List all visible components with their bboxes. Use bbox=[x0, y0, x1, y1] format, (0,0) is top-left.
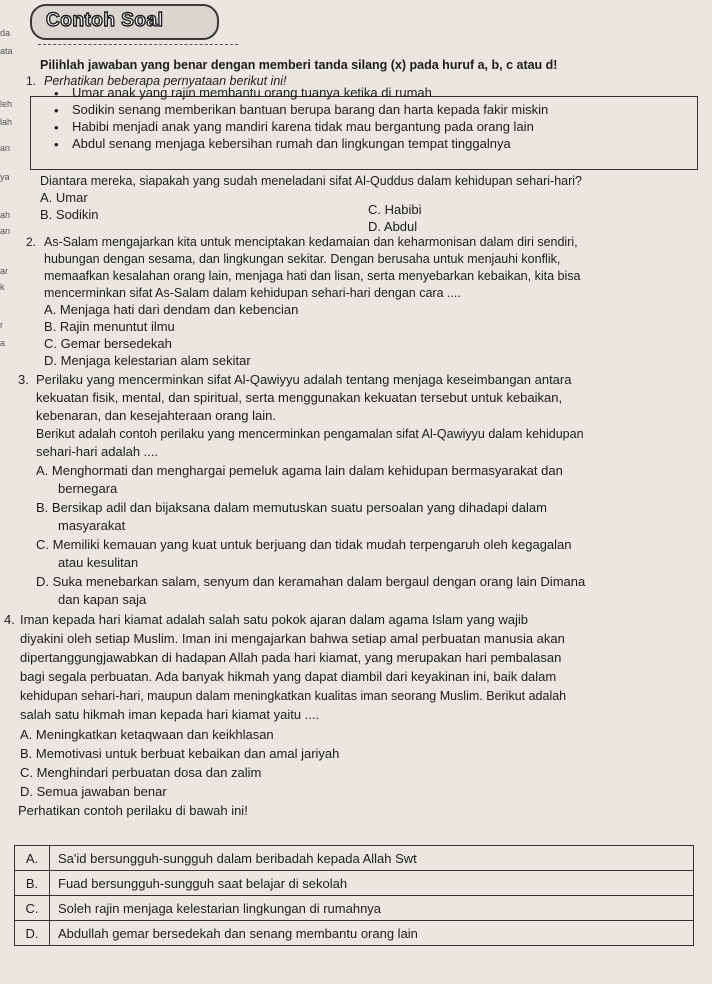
q2-line: As-Salam mengajarkan kita untuk menciptakan kedamaian dan keharmonisan dalam diri sendiri, bbox=[44, 235, 578, 249]
q1-statement: Sodikin senang memberikan bantuan berupa barang dan harta kepada fakir miskin bbox=[72, 102, 549, 117]
q3-option-a[interactable]: A. Menghormati dan menghargai pemeluk agama lain dalam kehidupan bermasyarakat dan bbox=[36, 463, 563, 478]
bullet-icon: • bbox=[54, 86, 59, 101]
bullet-icon: • bbox=[54, 120, 59, 135]
table-row[interactable] bbox=[15, 871, 694, 896]
instruction: Pilihlah jawaban yang benar dengan memberi tanda silang (x) pada huruf a, b, c atau d! bbox=[40, 58, 558, 72]
q5-row-letter: B. bbox=[15, 871, 50, 896]
divider bbox=[38, 44, 238, 45]
bullet-icon: • bbox=[54, 137, 59, 152]
q4-option-a[interactable]: A. Meningkatkan ketaqwaan dan keikhlasan bbox=[20, 727, 274, 742]
banner-title: Contoh Soal bbox=[46, 10, 164, 31]
q1-option-c[interactable]: C. Habibi bbox=[368, 202, 422, 217]
q4-option-d[interactable]: D. Semua jawaban benar bbox=[20, 784, 167, 799]
q2-option-d[interactable]: D. Menjaga kelestarian alam sekitar bbox=[44, 353, 251, 368]
q2-line: memaafkan kesalahan orang lain, menjaga hati dan lisan, serta menyebarkan kebaikan, kita bisa bbox=[44, 269, 581, 283]
margin-fragment: ata bbox=[0, 46, 13, 56]
margin-fragment: ah bbox=[0, 210, 11, 220]
bullet-icon: • bbox=[54, 103, 59, 118]
q4-line: dipertanggungjawabkan di hadapan Allah pada hari kiamat, yang merupakan hari pembalasan bbox=[20, 650, 562, 665]
q2-number: 2. bbox=[26, 235, 37, 249]
margin-fragment: lah bbox=[0, 117, 13, 127]
q3-option-d[interactable]: D. Suka menebarkan salam, senyum dan keramahan dalam bergaul dengan orang lain Dimana bbox=[36, 574, 586, 589]
q3-option-d-cont: dan kapan saja bbox=[58, 592, 147, 607]
q4-number: 4. bbox=[4, 612, 15, 627]
margin-fragment: ya bbox=[0, 172, 10, 182]
q5-row-letter: A. bbox=[15, 846, 50, 871]
margin-fragment: an bbox=[0, 226, 11, 236]
q4-line: bagi segala perbuatan. Ada banyak hikmah yang dapat diambil dari keyakinan ini, baik dalam bbox=[20, 669, 557, 684]
table-row[interactable] bbox=[15, 896, 694, 921]
q3-number: 3. bbox=[18, 372, 29, 387]
q1-question: Diantara mereka, siapakah yang sudah meneladani sifat Al-Quddus dalam kehidupan sehari-hari? bbox=[40, 174, 582, 188]
margin-fragment: a bbox=[0, 338, 6, 348]
q4-option-c[interactable]: C. Menghindari perbuatan dosa dan zalim bbox=[20, 765, 262, 780]
q2-option-c[interactable]: C. Gemar bersedekah bbox=[44, 336, 172, 351]
q4-line: diyakini oleh setiap Muslim. Iman ini mengajarkan bahwa setiap amal perbuatan manusia akan bbox=[20, 631, 565, 646]
table-row[interactable] bbox=[15, 921, 694, 946]
q1-option-b[interactable]: B. Sodikin bbox=[40, 207, 99, 222]
q5-row-letter: C. bbox=[15, 896, 50, 921]
margin-fragment: an bbox=[0, 143, 11, 153]
margin-fragment: da bbox=[0, 28, 11, 38]
q5-row-text: Abdullah gemar bersedekah dan senang membantu orang lain bbox=[50, 921, 694, 946]
q3-option-c-cont: atau kesulitan bbox=[58, 555, 139, 570]
margin-fragment: r bbox=[0, 320, 3, 330]
q1-statement: Abdul senang menjaga kebersihan rumah dan lingkungan tempat tinggalnya bbox=[72, 136, 511, 151]
q1-number: 1. bbox=[26, 74, 37, 88]
margin-fragment: leh bbox=[0, 99, 13, 109]
q3-line: kekuatan fisik, mental, dan spiritual, serta menggunakan kekuatan tersebut untuk kebaikan, bbox=[36, 390, 563, 405]
q3-option-c[interactable]: C. Memiliki kemauan yang kuat untuk berjuang dan tidak mudah terpengaruh oleh kegagalan bbox=[36, 537, 572, 552]
q1-intro: Perhatikan beberapa pernyataan berikut ini! bbox=[44, 74, 287, 88]
q1-statement: Umar anak yang rajin membantu orang tuanya ketika di rumah bbox=[72, 85, 432, 100]
q1-option-a[interactable]: A. Umar bbox=[40, 190, 88, 205]
q3-line: Berikut adalah contoh perilaku yang mencerminkan pengamalan sifat Al-Qawiyyu dalam kehidupan bbox=[36, 427, 584, 441]
q5-intro: Perhatikan contoh perilaku di bawah ini! bbox=[18, 803, 248, 818]
q4-option-b[interactable]: B. Memotivasi untuk berbuat kebaikan dan amal jariyah bbox=[20, 746, 340, 761]
q3-option-b-cont: masyarakat bbox=[58, 518, 126, 533]
q3-line: kebenaran, dan kesejahteraan orang lain. bbox=[36, 408, 276, 423]
q4-line: salah satu hikmah iman kepada hari kiamat yaitu .... bbox=[20, 707, 320, 722]
title-banner bbox=[30, 4, 219, 40]
q3-option-b[interactable]: B. Bersikap adil dan bijaksana dalam memutuskan suatu persoalan yang dihadapi dalam bbox=[36, 500, 547, 515]
q2-line: hubungan dengan sesama, dan lingkungan sekitar. Dengan berusaha untuk menjauhi konflik, bbox=[44, 252, 561, 266]
q2-option-a[interactable]: A. Menjaga hati dari dendam dan kebencian bbox=[44, 302, 299, 317]
q5-row-text: Fuad bersungguh-sungguh saat belajar di sekolah bbox=[50, 871, 694, 896]
q5-row-text: Soleh rajin menjaga kelestarian lingkungan di rumahnya bbox=[50, 896, 694, 921]
q5-row-text: Sa'id bersungguh-sungguh dalam beribadah kepada Allah Swt bbox=[50, 846, 694, 871]
q3-line: Perilaku yang mencerminkan sifat Al-Qawiyyu adalah tentang menjaga keseimbangan antara bbox=[36, 372, 572, 387]
q5-choices-table bbox=[14, 845, 694, 946]
q1-statement: Habibi menjadi anak yang mandiri karena tidak mau bergantung pada orang lain bbox=[72, 119, 534, 134]
q3-line: sehari-hari adalah .... bbox=[36, 444, 159, 459]
margin-fragment: k bbox=[0, 282, 5, 292]
q2-line: mencerminkan sifat As-Salam dalam kehidupan sehari-hari dengan cara .... bbox=[44, 286, 461, 300]
q1-option-d[interactable]: D. Abdul bbox=[368, 219, 418, 234]
q2-option-b[interactable]: B. Rajin menuntut ilmu bbox=[44, 319, 175, 334]
table-row[interactable] bbox=[15, 846, 694, 871]
q4-line: kehidupan sehari-hari, maupun dalam meningkatkan kualitas iman seorang Muslim. Berikut adalah bbox=[20, 689, 567, 703]
q3-option-a-cont: bernegara bbox=[58, 481, 118, 496]
margin-fragment: ar bbox=[0, 266, 9, 276]
q4-line: Iman kepada hari kiamat adalah salah satu pokok ajaran dalam agama Islam yang wajib bbox=[20, 612, 529, 627]
q5-row-letter: D. bbox=[15, 921, 50, 946]
